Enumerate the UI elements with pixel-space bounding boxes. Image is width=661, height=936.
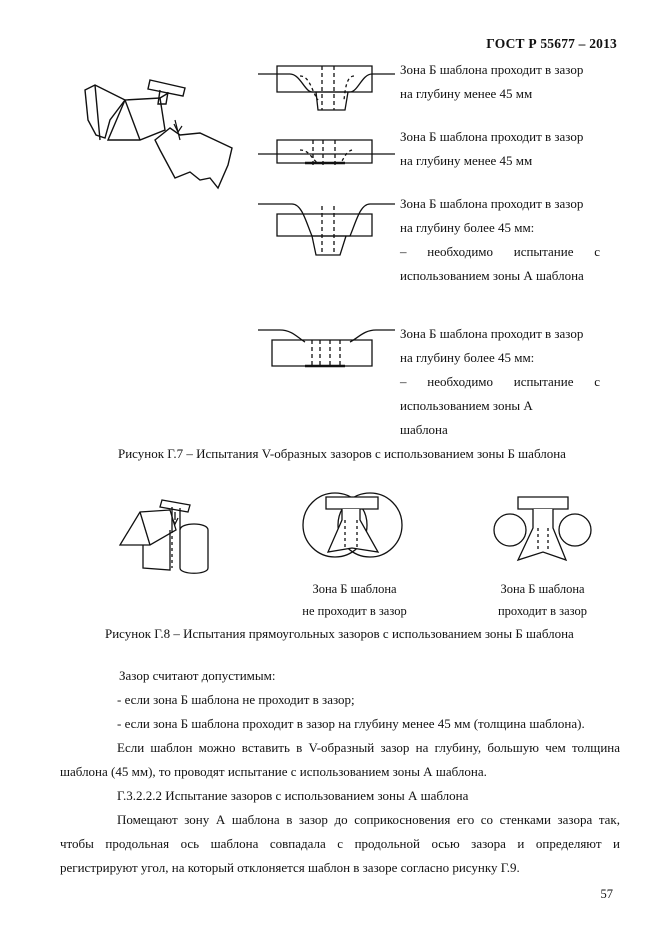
figure-g7-item-1-text — [400, 58, 600, 106]
figure-g7-item-3-text — [400, 192, 600, 288]
item-line: использованием зоны А шаблона — [400, 268, 584, 283]
item-word: – — [400, 374, 407, 389]
paragraph-2 — [60, 736, 620, 784]
item-word: испытание — [513, 244, 574, 259]
item-line: Зона Б шаблона проходит в зазор — [400, 62, 584, 77]
label-line: не проходит в зазор — [302, 604, 407, 618]
item-line: на глубину более 45 мм: — [400, 350, 535, 365]
bullet-1: - если зона Б шаблона не проходит в зазор; — [117, 692, 355, 707]
figure-g7-item-4-text — [400, 322, 600, 442]
figure-g8-label-passing — [485, 578, 600, 622]
item-line-justified — [400, 240, 600, 264]
page-number: 57 — [600, 887, 613, 901]
item-word: с — [594, 374, 600, 389]
item-line: на глубину более 45 мм: — [400, 220, 535, 235]
bullet-2: - если зона Б шаблона проходит в зазор на глубину менее 45 мм (толщина шаблона). — [117, 716, 585, 731]
item-word: – — [400, 244, 407, 259]
figure-g7-item-2-text — [400, 125, 600, 173]
figure-g7-caption: Рисунок Г.7 – Испытания V-образных зазоров с использованием зоны Б шаблона — [118, 446, 566, 461]
item-line: Зона Б шаблона проходит в зазор — [400, 196, 584, 211]
item-line: на глубину менее 45 мм — [400, 153, 533, 168]
paragraph-1: Зазор считают допустимым: — [119, 668, 276, 683]
item-line-justified — [400, 370, 600, 394]
label-line: проходит в зазор — [497, 604, 588, 618]
label-line: Зона Б шаблона — [500, 582, 585, 596]
item-line: шаблона — [400, 422, 448, 437]
item-line: Зона Б шаблона проходит в зазор — [400, 129, 584, 144]
item-word: испытание — [513, 374, 574, 389]
body-text — [89, 664, 619, 736]
item-word: с — [594, 244, 600, 259]
item-line: использованием зоны А — [400, 398, 533, 413]
paragraph-3-line-2: чтобы продольная ось шаблона совпадала с продольной осью зазора и определяют и — [60, 836, 620, 851]
paragraph-2-line-2: шаблона (45 мм), то проводят испытание с использованием зоны А шаблона. — [60, 764, 487, 779]
item-line: на глубину менее 45 мм — [400, 86, 533, 101]
paragraph-2-line-1: Если шаблон можно вставить в V-образный зазор на глубину, большую чем толщина — [117, 740, 620, 755]
paragraph-3-line-3: регистрируют угол, на который отклоняется шаблон в зазоре согласно рисунку Г.9. — [60, 860, 520, 875]
item-word: необходимо — [427, 374, 494, 389]
document-standard-header: ГОСТ Р 55677 – 2013 — [486, 36, 617, 51]
item-line: Зона Б шаблона проходит в зазор — [400, 326, 584, 341]
figure-g8-caption: Рисунок Г.8 – Испытания прямоугольных зазоров с использованием зоны Б шаблона — [105, 626, 574, 641]
item-word: необходимо — [427, 244, 494, 259]
paragraph-3 — [60, 808, 620, 880]
label-line: Зона Б шаблона — [312, 582, 397, 596]
paragraph-3-line-1: Помещают зону А шаблона в зазор до соприкосновения его со стенками зазора так, — [117, 812, 620, 827]
figure-g8-label-not-passing — [292, 578, 417, 622]
section-heading: Г.3.2.2.2 Испытание зазоров с использованием зоны А шаблона — [117, 788, 469, 803]
